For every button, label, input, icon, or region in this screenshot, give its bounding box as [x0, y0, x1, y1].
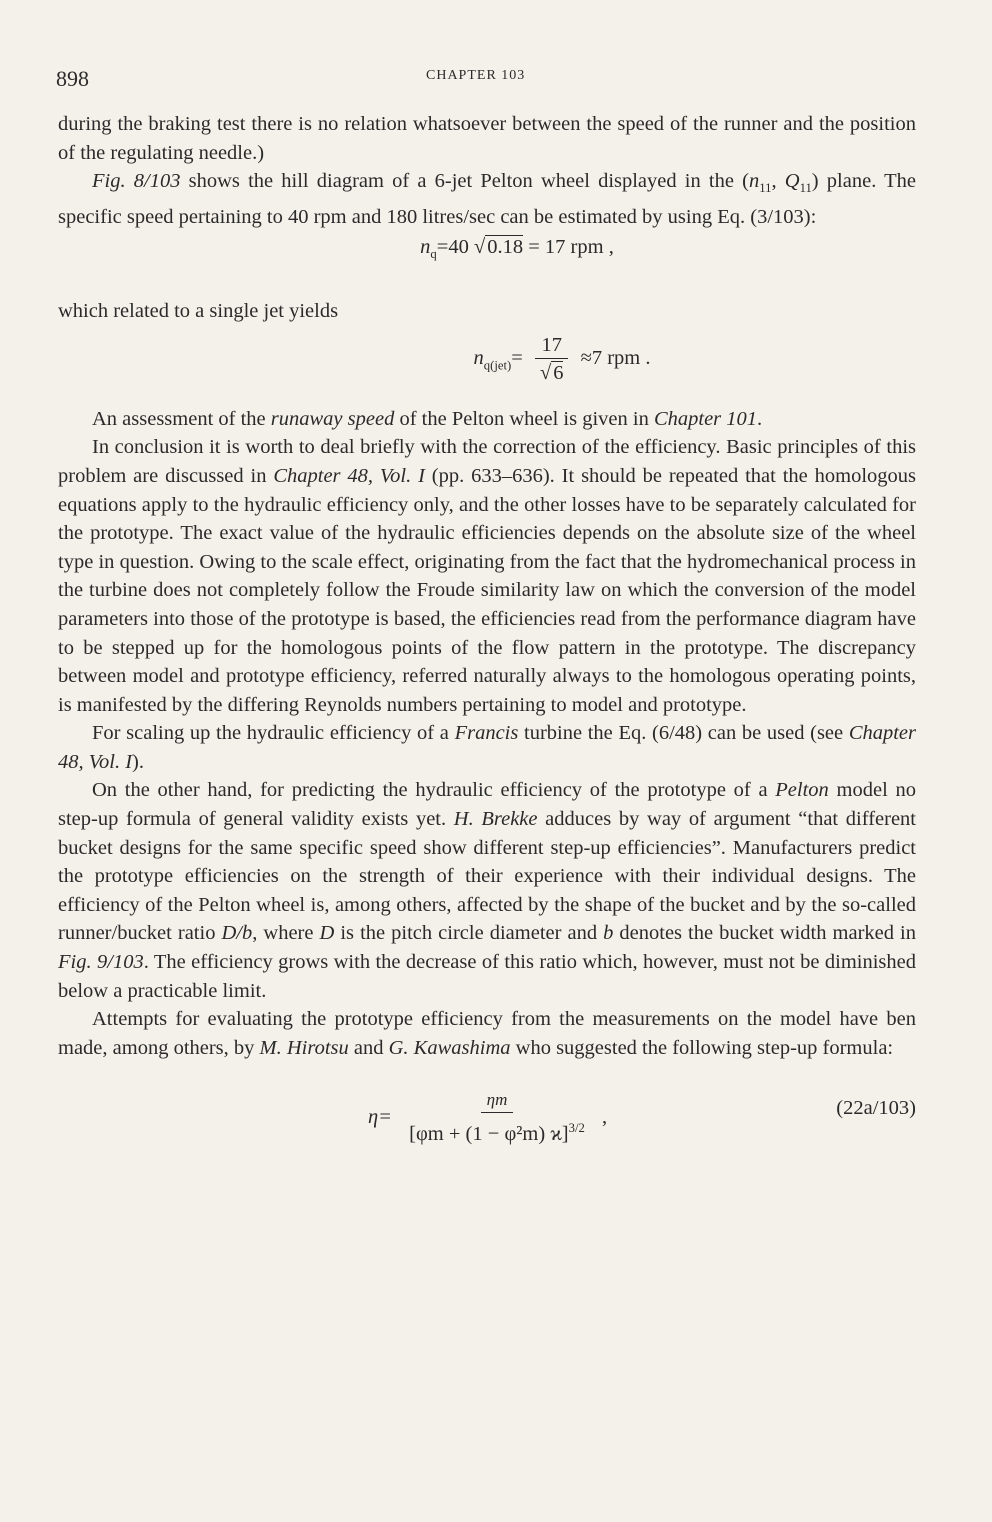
- paragraph-4: An assessment of the runaway speed of the Pelton wheel is given in Chapter 101.: [92, 407, 763, 430]
- equation-number: (22a/103): [836, 1097, 916, 1120]
- equation-step-up-formula: η= $\frac{\eta m}{[\varphi m + (1 - \varphi^2m) ϰ]^{3/2}}$ , (22a/103): [58, 1088, 916, 1148]
- page-number: 898: [56, 66, 89, 91]
- paragraph-3: which related to a single jet yields: [58, 300, 339, 323]
- equation-specific-speed: $n_q=40$ √0.18 = 17 rpm ,: [420, 236, 614, 262]
- paragraph-2: Fig. 8/103 shows the hill diagram of a 6-jet Pelton wheel displayed in the ($n_{11}$, $Q_{11}$) plane. The specific speed pertaining to 40 rpm and 180 litres/sec can be estimated by using Eq. (3/103):: [58, 170, 916, 228]
- figure-ref: Fig. 8/103: [92, 170, 181, 193]
- fraction: $\frac{\eta m}{[\varphi m + (1 - \varphi^2m) ϰ]^{3/2}}$: [409, 1090, 585, 1146]
- paragraph-6: For scaling up the hydraulic efficiency of a Francis turbine the Eq. (6/48) can be used (see Chapter 48, Vol. I).: [58, 722, 917, 773]
- paragraph-8: Attempts for evaluating the prototype efficiency from the measurements on the model have ben made, among others, by M. Hirotsu and G. Kawashima who suggested the following step-up formula:: [58, 1008, 916, 1059]
- equation-single-jet: $n_{q(jet)}=$ $\frac{17}{√6}$ ≈7 rpm .: [58, 332, 916, 387]
- paragraph-7: On the other hand, for predicting the hydraulic efficiency of the prototype of a Pelton model no step-up formula of general validity exists yet. H. Brekke adduces by way of argument “that different bucket designs for the same specific speed show different step-up efficiencies”. Manufacturers predict the prototype efficiencies on the strength of their experience with their individual designs. The efficiency of the Pelton wheel is, among others, affected by the shape of the bucket and by the so-called runner/bucket ratio D/b, where D is the pitch circle diameter and b denotes the bucket width marked in Fig. 9/103. The efficiency grows with the decrease of this ratio which, however, must not be diminished below a practicable limit.: [58, 779, 917, 1002]
- fraction: $\frac{17}{√6}$: [534, 332, 570, 387]
- running-head: CHAPTER 103: [426, 68, 526, 83]
- page-header: [56, 66, 936, 96]
- paragraph-1: during the braking test there is no relation whatsoever between the speed of the runner and the position of the regulating needle.): [58, 113, 916, 164]
- page-body: [58, 110, 916, 1148]
- paragraph-5: In conclusion it is worth to deal briefly with the correction of the efficiency. Basic principles of this problem are discussed in Chapter 48, Vol. I (pp. 633–636). It should be repeated that the homologous equations apply to the hydraulic efficiency only, and the other losses have to be separately calculated for the prototype. The exact value of the hydraulic efficiencies depends on the absolute size of the wheel type in question. Owing to the scale effect, originating from the fact that the hydromechanical process in the turbine does not completely follow the Froude similarity law on which the conversion of the model parameters into those of the prototype is based, the efficiencies read from the performance diagram have to be stepped up for the homologous points of the flow pattern in the prototype. The discrepancy between model and prototype efficiency, referred naturally always to the homologous operating points, is manifested by the differing Reynolds numbers pertaining to model and prototype.: [58, 436, 916, 716]
